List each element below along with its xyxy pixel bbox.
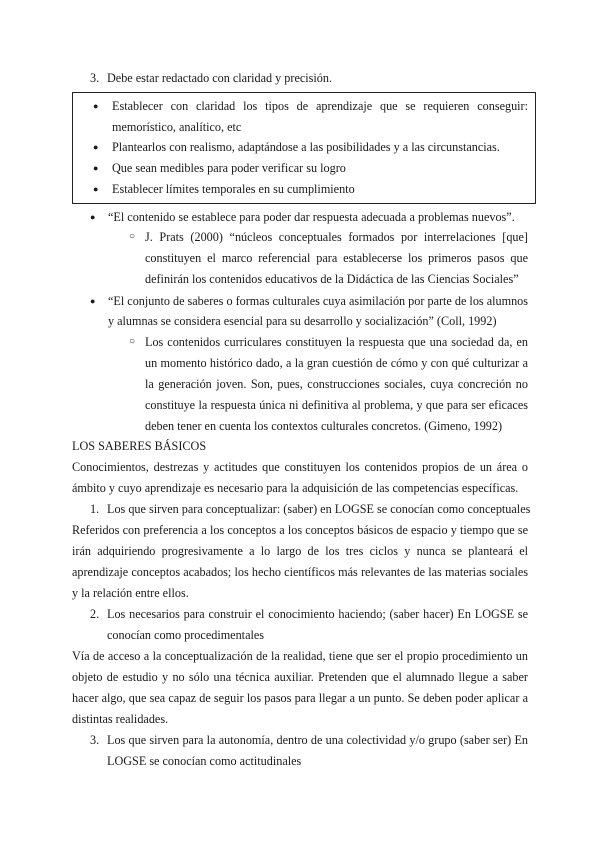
quote-sub-line: J. Prats (2000) “núcleos conceptuales formados por interrelaciones [que] <box>145 230 528 244</box>
list-item-text: Los que sirven para la autonomía, dentro de una colectividad y/o grupo (saber ser) En <box>107 733 528 747</box>
list-item-text: Debe estar redactado con claridad y precisión. <box>107 71 333 85</box>
bullet-icon: ● <box>93 101 99 111</box>
quote-sub-line: constituye la respuesta única ni definitiva al problema, y que para ser eficaces <box>145 398 528 412</box>
circle-bullet-icon: ○ <box>129 231 136 242</box>
quote-sub-line: un momento histórico dado, a la gran cuestión de cómo y con qué culturizar a <box>145 356 528 370</box>
list-item-text: conocían como procedimentales <box>107 628 265 642</box>
list-number: 1. <box>90 502 100 516</box>
paragraph-line: aprendizaje conceptos acabados; los hecho científicos más relevantes de las materias sociales <box>72 565 528 579</box>
list-number: 3. <box>90 71 100 85</box>
intro-line: ámbito y cuyo aprendizaje es necesario para la adquisición de las competencias específicas. <box>72 481 519 495</box>
paragraph-line: objeto de estudio y no sólo una técnica auxiliar. Pretenden que el alumnado llegue a saber <box>72 670 528 684</box>
paragraph-line: Referidos con preferencia a los conceptos a los conceptos básicos de espacio y tiempo que se <box>72 523 528 537</box>
paragraph-line: distintas realidades. <box>72 712 169 726</box>
intro-line: Conocimientos, destrezas y actitudes que constituyen los contenidos propios de un área o <box>72 460 528 474</box>
bullet-icon: ● <box>93 184 99 194</box>
list-item-text: Los necesarios para construir el conocimiento haciendo; (saber hacer) En LOGSE se <box>107 607 528 621</box>
paragraph-line: y la relación entre ellos. <box>72 586 189 600</box>
quote-sub-line: Los contenidos curriculares constituyen la respuesta que una sociedad da, en <box>145 335 528 349</box>
box-item-line: memorístico, analítico, etc <box>112 120 242 134</box>
list-number: 2. <box>90 607 100 621</box>
bullet-icon: ● <box>90 212 96 222</box>
circle-bullet-icon: ○ <box>129 336 136 347</box>
section-heading: LOS SABERES BÁSICOS <box>72 439 207 453</box>
quote-sub-line: definirán los contenidos educativos de la Didáctica de las Ciencias Sociales” <box>145 272 519 286</box>
box-item-line: Que sean medibles para poder verificar su logro <box>112 161 346 175</box>
list-item-text: LOGSE se conocían como actitudinales <box>107 754 302 768</box>
bullet-icon: ● <box>93 142 99 152</box>
quote-text: “El contenido se establece para poder dar respuesta adecuada a problemas nuevos”. <box>108 210 515 224</box>
quote-text: “El conjunto de saberes o formas culturales cuya asimilación por parte de los alumnos <box>108 294 528 308</box>
quote-text: y alumnas se considera esencial para su desarrollo y socialización” (Coll, 1992) <box>108 314 497 328</box>
paragraph-line: hacer algo, que sea capaz de seguir los pasos para llegar a un punto. Se deben poder aplicar a <box>72 691 528 705</box>
box-item-line: Plantearlos con realismo, adaptándose a las posibilidades y a las circunstancias. <box>112 140 500 154</box>
list-item-text: Los que sirven para conceptualizar: (saber) en LOGSE se conocían como conceptuales <box>107 502 531 516</box>
box-item-line: Establecer con claridad los tipos de aprendizaje que se requieren conseguir: <box>112 99 528 113</box>
quote-sub-line: la generación joven. Son, pues, construcciones sociales, cuya concreción no <box>145 377 528 391</box>
quote-sub-line: constituyen el marco referencial para establecerse los primeros pasos que <box>145 251 528 265</box>
bullet-icon: ● <box>90 296 96 306</box>
bullet-icon: ● <box>93 163 99 173</box>
list-number: 3. <box>90 733 100 747</box>
paragraph-line: irán adquiriendo progresivamente a lo largo de los tres ciclos y nunca se planteará el <box>72 544 528 558</box>
paragraph-line: Vía de acceso a la conceptualización de la realidad, tiene que ser el propio procedimiento un <box>72 649 528 663</box>
box-item-line: Establecer límites temporales en su cumplimiento <box>112 182 355 196</box>
quote-sub-line: deben tener en cuenta los contextos culturales concretos. (Gimeno, 1992) <box>145 419 503 433</box>
